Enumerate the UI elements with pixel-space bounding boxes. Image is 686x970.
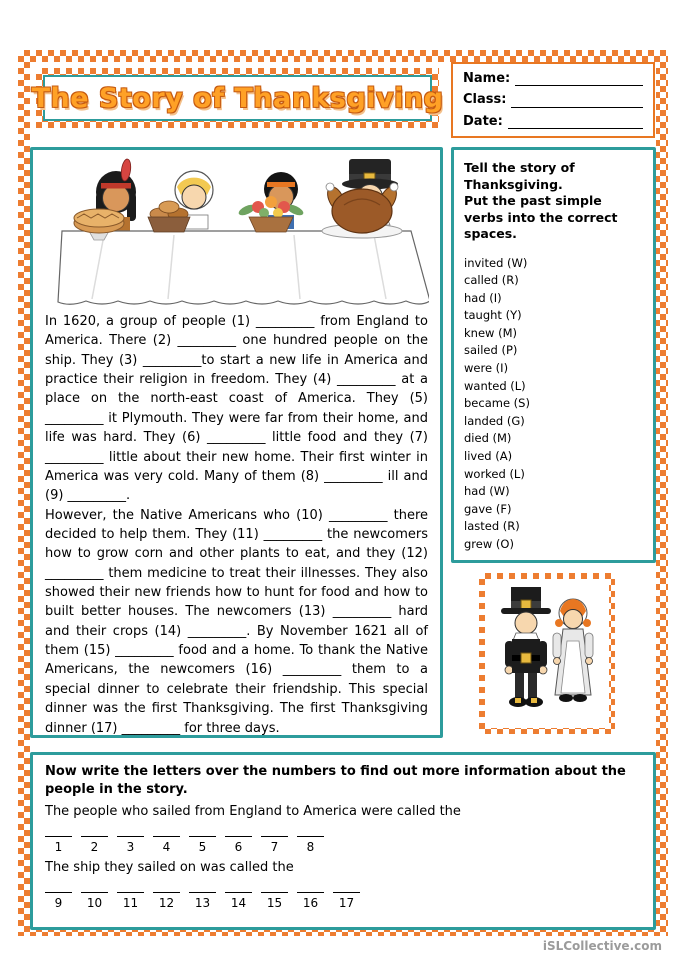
answer-slot xyxy=(297,882,324,910)
answer-number: 10 xyxy=(86,896,103,911)
answer-blank-line xyxy=(225,882,252,893)
watermark: iSLCollective.com xyxy=(542,939,662,953)
pilgrims-box xyxy=(479,573,615,734)
verb-item: wanted (L) xyxy=(464,378,526,393)
answer-blank-line xyxy=(45,826,72,837)
date-blank-line xyxy=(508,116,643,129)
name-label: Name: xyxy=(463,71,511,86)
verb-item: lasted (R) xyxy=(464,519,520,534)
answer-blank-line xyxy=(117,882,144,893)
story-text xyxy=(33,308,440,738)
class-blank-line xyxy=(511,95,643,108)
verb-item: became (S) xyxy=(464,396,530,411)
answer-number: 9 xyxy=(54,896,63,911)
date-label: Date: xyxy=(463,113,503,129)
class-row xyxy=(463,93,643,107)
verb-item: died (M) xyxy=(464,431,512,446)
answer-blank-line xyxy=(153,826,180,837)
name-row xyxy=(463,72,643,86)
answer-slot xyxy=(45,882,72,910)
thanksgiving-dinner-illustration xyxy=(33,150,440,308)
verb-item: lived (A) xyxy=(464,449,513,464)
answer-number: 16 xyxy=(302,896,319,911)
answer-number: 17 xyxy=(338,896,355,911)
answer-slot xyxy=(333,882,360,910)
answer-blank-line xyxy=(189,882,216,893)
verb-item: invited (W) xyxy=(464,255,528,270)
answer-number: 11 xyxy=(122,896,139,911)
story-box xyxy=(30,147,443,738)
verb-item: landed (G) xyxy=(464,413,525,428)
answer-number: 6 xyxy=(234,840,243,855)
puzzle-instructions: Now write the letters over the numbers to find out more information about the people in the story. xyxy=(45,764,626,797)
answer-blank-line xyxy=(225,826,252,837)
answer-slot xyxy=(225,882,252,910)
answer-blank-line xyxy=(189,826,216,837)
class-label: Class: xyxy=(463,92,507,108)
verb-item: were (I) xyxy=(464,361,509,376)
answer-slot xyxy=(45,826,72,854)
answer-blank-line xyxy=(81,826,108,837)
answer-slot xyxy=(261,826,288,854)
name-blank-line xyxy=(515,73,643,86)
answer-slot xyxy=(117,826,144,854)
answer-slot xyxy=(153,826,180,854)
answer-slot xyxy=(297,826,324,854)
answer-blank-line xyxy=(117,826,144,837)
puzzle-line-1-text: The people who sailed from England to America were called the xyxy=(45,804,461,820)
puzzle-line-2-text: The ship they sailed on was called the xyxy=(45,860,294,876)
answer-number: 14 xyxy=(230,896,247,911)
answer-slot xyxy=(117,882,144,910)
answer-number: 12 xyxy=(158,896,175,911)
answer-number: 3 xyxy=(126,840,135,855)
verb-item: had (I) xyxy=(464,290,502,305)
answer-slot xyxy=(189,826,216,854)
story-paragraph: In 1620, a group of people (1) _________ from England to America. There (2) _________ one hundred people on the ship. They (3) _________to start a new life in America and practice their religion in freedom. They (4) _________ at a place on the north-east coast of America. They (5) _________ it Plymouth. They were far from their home, and life was hard. They (6) _________ little food and they (7) _________ little about their new home. Their first winter in America was very cold. Many of them (8) _________ ill and (9) _________. xyxy=(45,314,428,504)
student-info-box xyxy=(451,62,655,138)
answer-number: 7 xyxy=(270,840,279,855)
answer-slot xyxy=(261,882,288,910)
answer-number: 13 xyxy=(194,896,211,911)
verb-item: knew (M) xyxy=(464,325,517,340)
answer-blank-line xyxy=(297,826,324,837)
verb-item: gave (F) xyxy=(464,501,512,516)
verb-item: sailed (P) xyxy=(464,343,518,358)
verb-item: had (W) xyxy=(464,484,510,499)
answer-number: 2 xyxy=(90,840,99,855)
answer-blank-line xyxy=(333,882,360,893)
verb-item: worked (L) xyxy=(464,466,525,481)
answer-blanks-row-2 xyxy=(45,882,641,910)
instruction-line-2: Put the past simple verbs into the correct spaces. xyxy=(464,193,618,241)
instruction-line-1: Tell the story of Thanksgiving. xyxy=(464,160,575,192)
answer-blank-line xyxy=(297,882,324,893)
verb-item: taught (Y) xyxy=(464,308,522,323)
date-row xyxy=(463,115,643,129)
page-title: The Story of Thanksgiving xyxy=(31,82,444,114)
pilgrim-couple-illustration xyxy=(485,579,609,728)
answer-slot xyxy=(225,826,252,854)
verb-item: grew (O) xyxy=(464,537,514,551)
sidebar-instructions xyxy=(464,160,643,243)
answer-number: 1 xyxy=(54,840,63,855)
answer-slot xyxy=(189,882,216,910)
answer-slot xyxy=(81,882,108,910)
answer-number: 4 xyxy=(162,840,171,855)
answer-slot xyxy=(81,826,108,854)
instructions-box xyxy=(451,147,656,563)
story-paragraph: However, the Native Americans who (10) _________ there decided to help them. They (11) _________ the newcomers how to grow corn and other plants to eat, and they (12) _________ them medicine to treat their illnesses. They also showed their new friends how to hunt for food and how to built better houses. The newcomers (13) _________ hard and their crops (14) _________. By November 1621 all of them (15) _________ food and a home. To thank the Native Americans, the newcomers (16) _________ them to a special dinner to celebrate their friendship. This special dinner was the first Thanksgiving. The first Thanksgiving dinner (17) _________ for three days. xyxy=(45,507,428,736)
verb-item: called (R) xyxy=(464,273,519,288)
answer-blanks-row-1 xyxy=(45,826,641,854)
answer-blank-line xyxy=(45,882,72,893)
title-box xyxy=(31,68,444,128)
answer-blank-line xyxy=(261,882,288,893)
answer-number: 5 xyxy=(198,840,207,855)
answer-blank-line xyxy=(81,882,108,893)
answer-blank-line xyxy=(261,826,288,837)
answer-number: 15 xyxy=(266,896,283,911)
title-box-inner xyxy=(31,75,444,121)
answer-slot xyxy=(153,882,180,910)
answer-blank-line xyxy=(153,882,180,893)
answer-number: 8 xyxy=(306,840,315,855)
verb-list xyxy=(464,255,643,554)
letters-puzzle-box xyxy=(30,752,656,930)
